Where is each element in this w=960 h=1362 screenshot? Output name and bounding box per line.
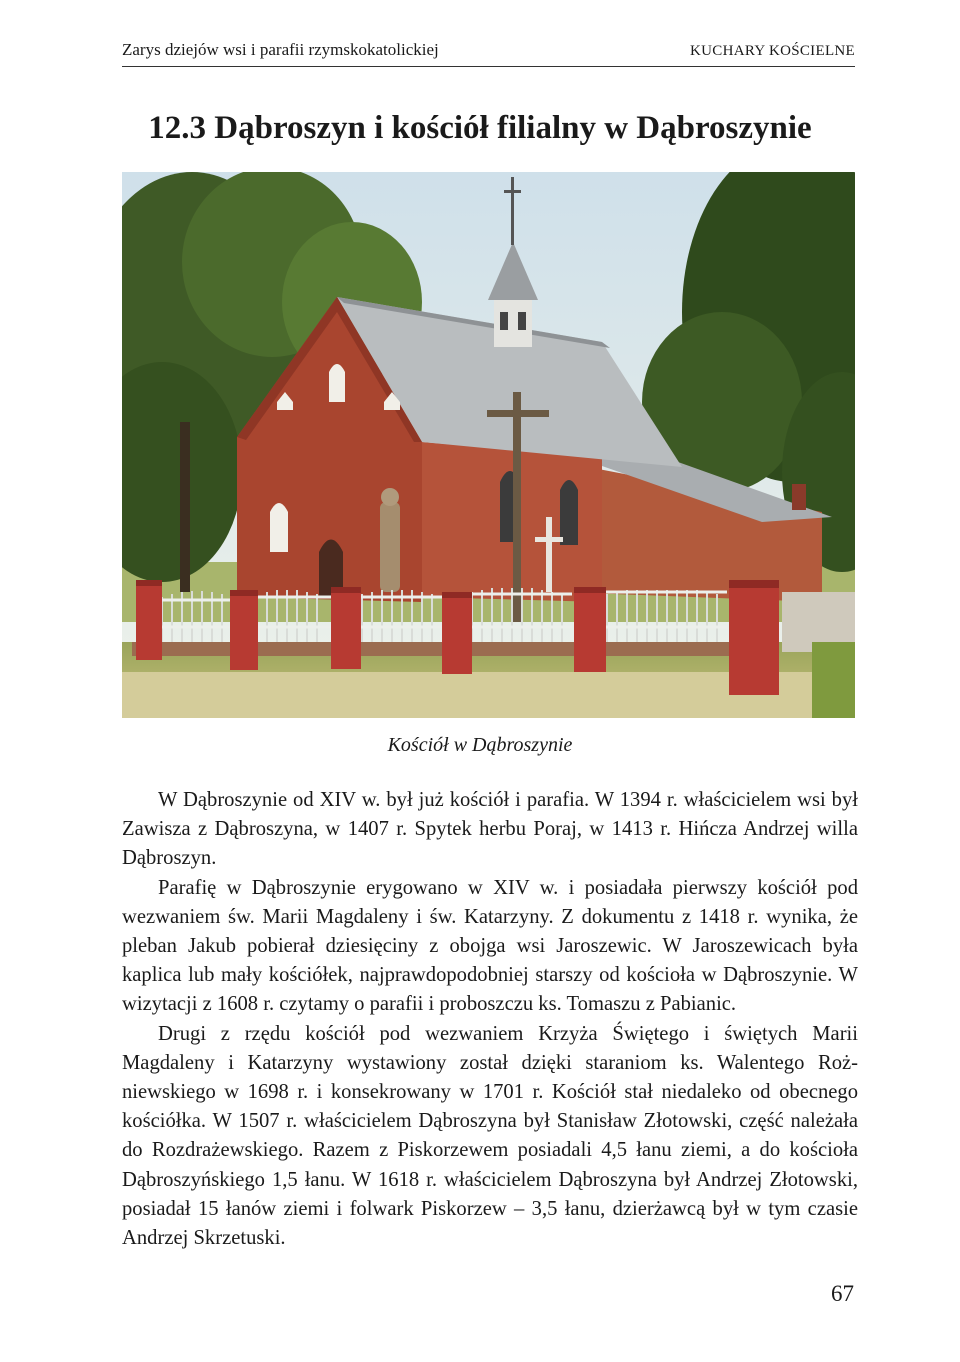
paragraph: Drugi z rzędu kościół pod wezwaniem Krzyża Świętego i świętych Marii Magdaleny i Katarzyny wystawiony został dzięki staraniom ks. Walentego Rożniewskiego w 1698 r. i konsekrowany w 1701 r. Kościół stał niedaleko od obecnego kościółka. W 1507 r. właścicielem Dąbroszyna był Stanisław Złotowski, część należała do Rozdrażewskiego. Razem z Piskorzewem posiadali 4,5 łanu ziemi, a do kościoła Dąbroszyńskiego 1,5 łanu. W 1618 r. właścicielem Dąbroszyna był Andrzej Złotowski, posiadał 15 łanów ziemi i folwark Piskorzew – 3,5 łanu, dzierżawcą był w tym czasie Andrzej Skrzetuski.: [122, 1022, 858, 1250]
paragraph: Parafię w Dąbroszynie erygowano w XIV w. i posiadała pierwszy kościół pod wezwaniem św. Marii Magdaleny i św. Katarzyny. Z dokumentu z 1418 r. wynika, że pleban Jakub pobierał dziesięciny z obojga wsi Jaroszewic. W Jaroszewicach była kaplica lub mały kościółek, najprawdopodobniej starszy od kościoła w Dąbroszynie. W wizytacji z 1608 r. czytamy o parafii i proboszczu ks. Tomaszu z Pabianic.: [122, 876, 858, 1016]
figure-caption: Kościół w Dąbroszynie: [387, 734, 573, 756]
body-text: [122, 786, 858, 1253]
running-head-right: KUCHARY KOŚCIELNE: [690, 43, 855, 59]
section-title: 12.3 Dąbroszyn i kościół filialny w Dąbroszynie: [148, 110, 812, 146]
church-photo: [122, 172, 855, 718]
running-head-left: Zarys dziejów wsi i parafii rzymskokatolickiej: [122, 40, 439, 59]
running-head: [122, 40, 855, 67]
page-number: 67: [831, 1281, 854, 1306]
paragraph: W Dąbroszynie od XIV w. był już kościół i parafia. W 1394 r. właścicielem wsi był Zawisza z Dąbroszyna, w 1407 r. Spytek herbu Poraj, w 1413 r. Hińcza Andrzej willa Dąbroszyn.: [122, 789, 858, 870]
